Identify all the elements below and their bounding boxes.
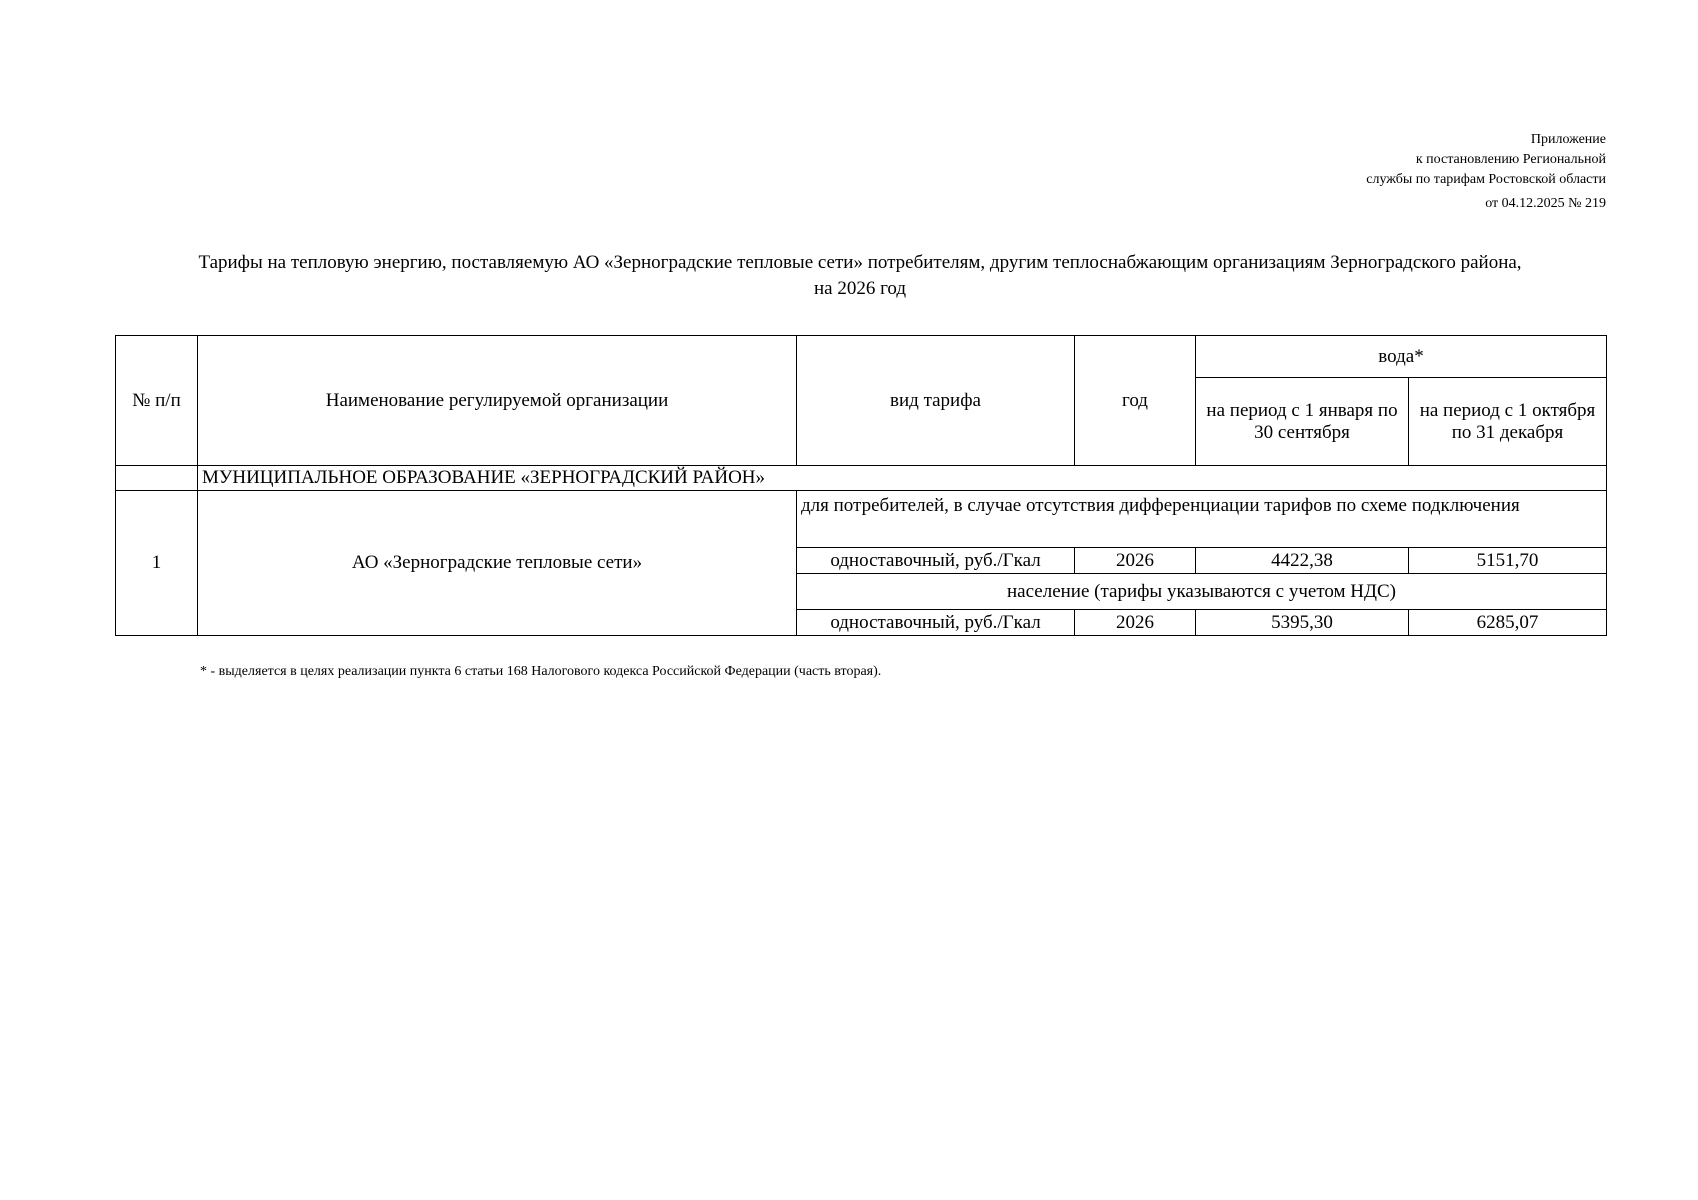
tariffs-table <box>115 335 1607 636</box>
document-title <box>115 250 1605 302</box>
header-row-1 <box>116 336 1607 378</box>
group2-period-2: 6285,07 <box>1409 610 1607 636</box>
group2-period-1: 5395,30 <box>1196 610 1409 636</box>
header-water: вода* <box>1196 336 1607 378</box>
group1-tariff-type: одноставочный, руб./Гкал <box>797 548 1075 574</box>
footnote: * - выделяется в целях реализации пункта 6 статьи 168 Налогового кодекса Российской Федерации (часть вторая). <box>200 664 882 679</box>
row-org: АО «Зерноградские тепловые сети» <box>198 491 797 636</box>
annex-line-2: к постановлению Региональной <box>1415 152 1606 167</box>
annex-date: от 04.12.2025 № 219 <box>1485 196 1606 211</box>
header-num: № п/п <box>116 336 198 466</box>
row-num: 1 <box>116 491 198 636</box>
municipality-num-cell <box>116 466 198 491</box>
header-period-2: на период с 1 октября по 31 декабря <box>1409 378 1607 466</box>
municipality-row <box>116 466 1607 491</box>
annex-header <box>1286 130 1606 214</box>
group1-period-1: 4422,38 <box>1196 548 1409 574</box>
header-period-1: на период с 1 января по 30 сентября <box>1196 378 1409 466</box>
group1-label: для потребителей, в случае отсутствия дифференциации тарифов по схеме подключения <box>797 491 1607 548</box>
annex-line-3: службы по тарифам Ростовской области <box>1366 172 1606 187</box>
annex-line-1: Приложение <box>1530 132 1606 147</box>
group1-label-row <box>116 491 1607 548</box>
header-tariff-type: вид тарифа <box>797 336 1075 466</box>
header-year: год <box>1075 336 1196 466</box>
group2-tariff-type: одноставочный, руб./Гкал <box>797 610 1075 636</box>
group1-period-2: 5151,70 <box>1409 548 1607 574</box>
group2-year: 2026 <box>1075 610 1196 636</box>
group1-year: 2026 <box>1075 548 1196 574</box>
group2-label: население (тарифы указываются с учетом НДС) <box>797 574 1607 610</box>
title-line-2: на 2026 год <box>813 278 907 299</box>
municipality-label: МУНИЦИПАЛЬНОЕ ОБРАЗОВАНИЕ «ЗЕРНОГРАДСКИЙ РАЙОН» <box>198 466 1607 491</box>
header-org: Наименование регулируемой организации <box>198 336 797 466</box>
title-line-1: Тарифы на тепловую энергию, поставляемую АО «Зерноградские тепловые сети» потребителям, другим теплоснабжающим организациям Зерноградского района, <box>198 252 1522 273</box>
